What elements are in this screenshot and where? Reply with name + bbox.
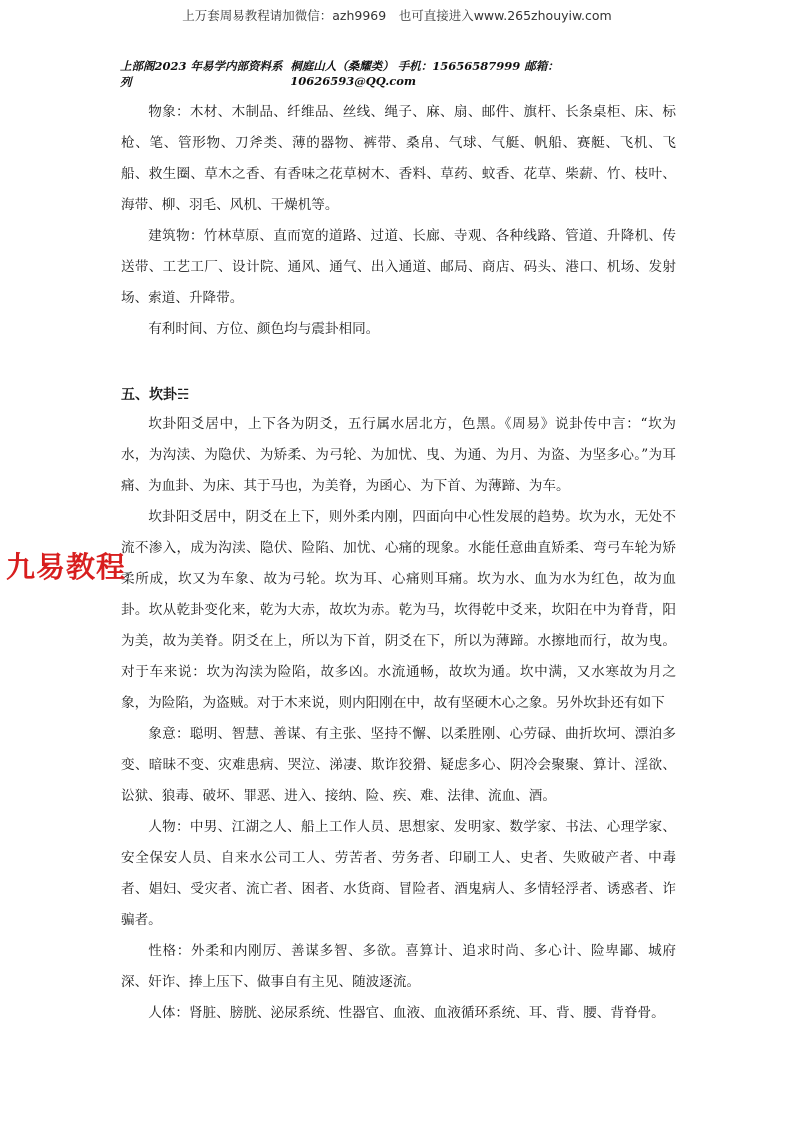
- paragraph-time-direction: 有利时间、方位、颜色均与震卦相同。: [148, 321, 380, 337]
- top-banner: 上万套周易教程请加微信：azh9969 也可直接进入www.265zhouyiw.com: [182, 8, 612, 23]
- header-contact: 桐庭山人（桑耀类） 手机：15656587999 邮箱：10626593@QQ.com: [290, 59, 559, 88]
- page-header: [120, 58, 676, 90]
- paragraph-kan-explanation: 坎卦阳爻居中，阴爻在上下，则外柔内刚，四面向中心性发展的趋势。坎为水，无处不流不渗入，成为沟渎、隐伏、险陷、加忧、心痛的现象。水能任意曲直矫柔、弯弓车轮为矫柔所成，坎又为车象、故为弓轮。坎为耳、心痛则耳痛。坎为水、血为水为红色，故为血卦。坎从乾卦变化来，乾为大赤，故坎为赤。乾为马，坎得乾中爻来，坎阳在中为脊背，阳为美，故为美脊。阴爻在上，所以为下首，阴爻在下，所以为薄蹄。水擦地而行，故为曳。对于车来说：坎为沟渎为险陷，故多凶。水流通畅，故坎为通。坎中满，又水寒故为月之象，为险陷，为盗贼。对于木来说，则内阳刚在中，故有坚硬木心之象。另外坎卦还有如下: [121, 509, 676, 711]
- header-series-title: 上部阁2023 年易学内部资料系列: [120, 59, 283, 89]
- paragraph-kan-meanings: 象意：聪明、智慧、善谋、有主张、坚持不懈、以柔胜刚、心劳碌、曲折坎坷、漂泊多变、暗昧不变、灾难患病、哭泣、涕凄、欺诈狡猾、疑虑多心、阴冷会聚聚、算计、淫欲、讼狱、狼毒、破坏、罪恶、进入、接纳、险、疾、难、法律、流血、酒。: [121, 726, 676, 804]
- page-content: [121, 97, 676, 1029]
- paragraph-kan-body: 人体：肾脏、膀胱、泌尿系统、性器官、血液、血液循环系统、耳、背、腰、背脊骨。: [148, 1005, 665, 1021]
- watermark-logo: 九易教程: [6, 550, 127, 584]
- section-title-kan: 五、坎卦☵: [121, 387, 190, 403]
- paragraph-kan-people: 人物：中男、江湖之人、船上工作人员、思想家、发明家、数学家、书法、心理学家、安全保安人员、自来水公司工人、劳苦者、劳务者、印刷工人、史者、失败破产者、中毒者、娼妇、受灾者、流亡者、困者、水货商、冒险者、酒鬼病人、多情轻浮者、诱惑者、诈骗者。: [121, 819, 676, 928]
- paragraph-objects: 物象：木材、木制品、纤维品、丝线、绳子、麻、扇、邮件、旗杆、长条桌柜、床、标枪、笔、管形物、刀斧类、薄的器物、裤带、桑帛、气球、气艇、帆船、赛艇、飞机、飞船、救生圈、草木之香、有香味之花草树木、香料、草药、蚊香、花草、柴薪、竹、枝叶、海带、柳、羽毛、风机、干燥机等。: [121, 104, 676, 213]
- paragraph-kan-intro: 坎卦阳爻居中，上下各为阴爻，五行属水居北方，色黑。《周易》说卦传中言：“坎为水，为沟渎、为隐伏、为矫柔、为弓轮、为加忧、曳、为通、为月、为盗、为坚多心。”为耳痛、为血卦、为床、其于马也，为美脊，为函心、为下首、为薄蹄、为车。: [121, 416, 676, 494]
- paragraph-kan-personality: 性格：外柔和内刚厉、善谋多智、多欲。喜算计、追求时尚、多心计、险卑鄙、城府深、奸诈、捧上压下、做事自有主见、随波逐流。: [121, 943, 676, 990]
- paragraph-buildings: 建筑物：竹林草原、直而宽的道路、过道、长廊、寺观、各种线路、管道、升降机、传送带、工艺工厂、设计院、通风、通气、出入通道、邮局、商店、码头、港口、机场、发射场、索道、升降带。: [121, 228, 676, 306]
